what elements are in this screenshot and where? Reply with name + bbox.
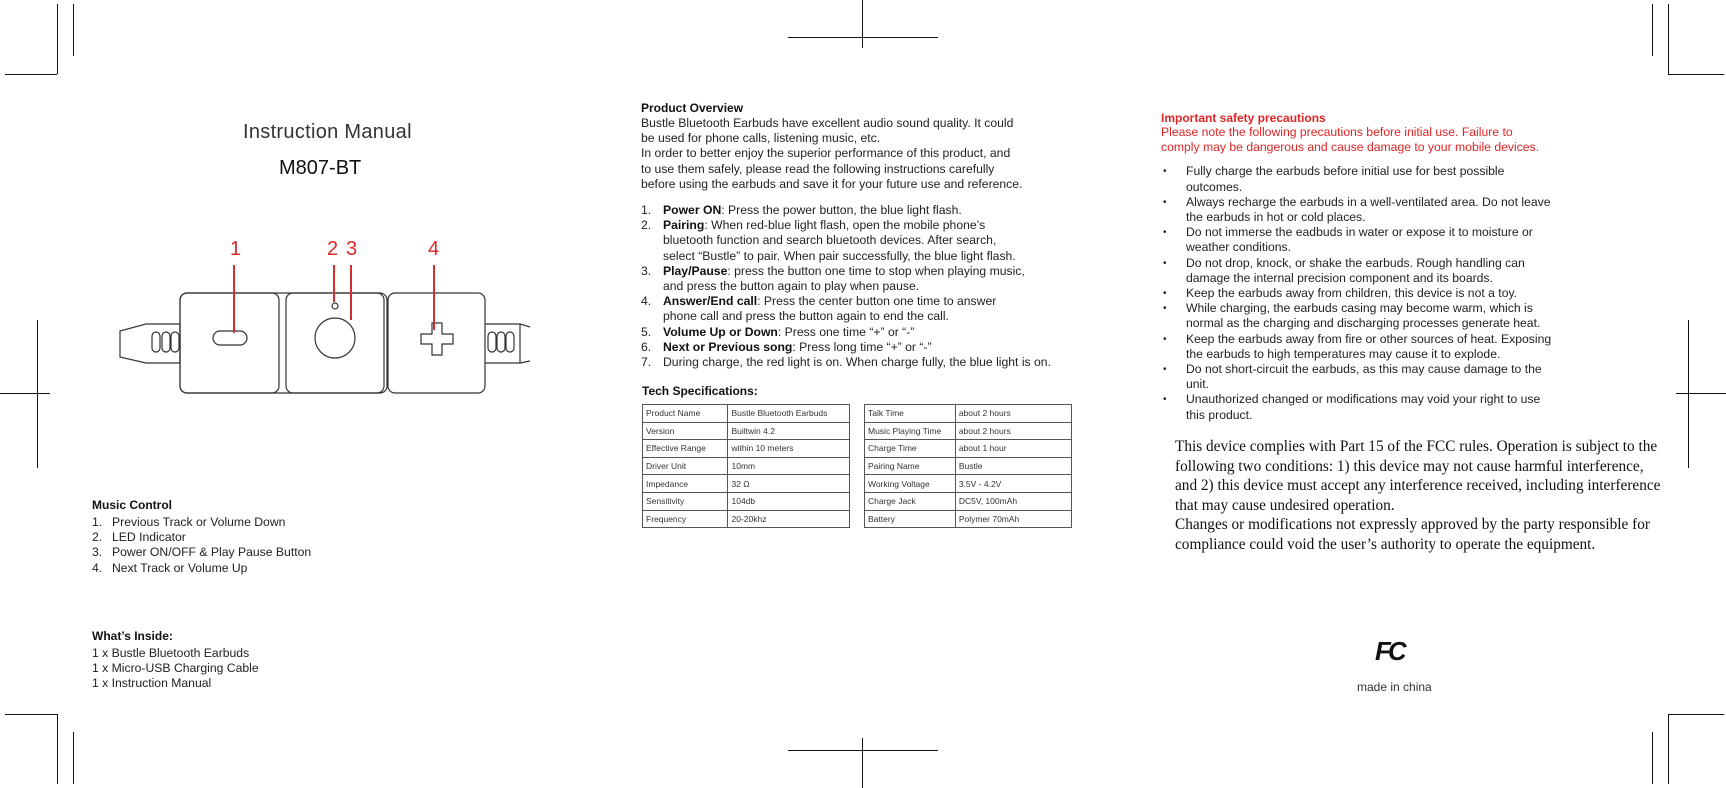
table-row: Pairing Name Bustle: [865, 457, 1072, 475]
manual-title: Instruction Manual: [243, 121, 412, 143]
list-item: 4. Next Track or Volume Up: [92, 560, 248, 575]
table-row: Battery Polymer 70mAh: [865, 510, 1072, 528]
power-button-housing: [286, 293, 384, 393]
table-row: Charge Jack DC5V, 100mAh: [865, 492, 1072, 510]
table-row: Music Playing Time about 2 hours: [865, 422, 1072, 440]
fcc-logo-icon: FC: [1375, 636, 1404, 666]
list-item: 3. Power ON/OFF & Play Pause Button: [92, 545, 312, 560]
safety-section: [1161, 111, 1621, 423]
list-item: 1. Power ON: Press the power button, the blue light flash.: [641, 203, 962, 218]
table-row: Product Name Bustle Bluetooth Earbuds: [643, 405, 850, 423]
made-in-label: made in china: [1357, 680, 1432, 694]
list-item: • Keep the earbuds away from children, this device is not a toy.: [1161, 286, 1621, 301]
fcc-line: following two conditions: 1) this device may not cause harmful interference,: [1175, 457, 1644, 475]
list-item: 2. LED Indicator: [92, 530, 186, 545]
list-item: • While charging, the earbuds casing may become warm, which is normal as the charging and discharging processes generate heat.: [1161, 301, 1621, 331]
safety-intro-line: comply may be dangerous and cause damage to your mobile devices.: [1161, 140, 1540, 155]
product-overview-heading: Product Overview: [641, 101, 744, 115]
callout-3: 3: [346, 238, 358, 260]
list-item: 1 x Bustle Bluetooth Earbuds: [92, 646, 250, 660]
table-row: Driver Unit 10mm: [643, 457, 850, 475]
right-cable-strain: [485, 324, 520, 363]
table-row: Charge Time about 1 hour: [865, 440, 1072, 458]
callout-2: 2: [327, 238, 339, 260]
list-item: 5. Volume Up or Down: Press one time “+” or “-”: [641, 324, 915, 339]
fcc-line: that may cause undesired operation.: [1175, 496, 1395, 514]
model-number: M807-BT: [279, 157, 362, 179]
table-row: Frequency 20-20khz: [643, 510, 850, 528]
plus-button: [421, 323, 453, 355]
overview-line: Bustle Bluetooth Earbuds have excellent audio sound quality. It could: [641, 116, 1014, 130]
tech-specs-heading: Tech Specifications:: [642, 384, 758, 398]
minus-button: [213, 331, 247, 345]
music-control-list: [92, 515, 422, 576]
list-item: • Unauthorized changed or modifications may void your right to use this product.: [1161, 392, 1621, 422]
fcc-statement: [1175, 437, 1695, 555]
callout-4: 4: [428, 238, 440, 260]
fcc-line: Changes or modifications not expressly approved by the party responsible for: [1175, 516, 1650, 534]
callout-1: 1: [230, 238, 242, 260]
list-item: 2. Pairing: When red-blue light flash, open the mobile phone’s bluetooth function and search bluetooth devices. After search, select “Bustle” to pair. When pair successfully, the blue light flash.: [641, 218, 1016, 263]
product-overview-section: [641, 101, 1111, 370]
safety-intro-line: Please note the following precautions before initial use. Failure to: [1161, 125, 1513, 139]
led-indicator: [332, 303, 338, 309]
list-item: • Do not drop, knock, or shake the earbuds. Rough handling can damage the internal precision component and its boards.: [1161, 256, 1621, 286]
table-row: Talk Time about 2 hours: [865, 405, 1072, 423]
list-item: • Keep the earbuds away from fire or other sources of heat. Exposing the earbuds to high temperatures may cause it to explode.: [1161, 332, 1621, 362]
spec-table-right: [864, 404, 1072, 528]
list-item: 3. Play/Pause: press the button one time to stop when playing music, and press the button again to play when pause.: [641, 263, 1025, 294]
list-item: • Always recharge the earbuds in a well-ventilated area. Do not leave the earbuds in hot or cold places.: [1161, 195, 1621, 225]
list-item: 1 x Instruction Manual: [92, 676, 212, 691]
list-item: 4. Answer/End call: Press the center button one time to answer phone call and press the button again to end the call.: [641, 294, 997, 324]
list-item: 7. During charge, the red light is on. When charge fully, the blue light is on.: [641, 355, 1051, 370]
volume-up-button-housing: [388, 293, 485, 393]
whats-inside-heading: What’s Inside:: [92, 629, 173, 643]
list-item: • Do not immerse the eadbuds in water or expose it to moisture or weather conditions.: [1161, 225, 1621, 255]
earbuds-diagram: [110, 235, 530, 400]
list-item: • Do not short-circuit the earbuds, as this may cause damage to the unit.: [1161, 362, 1621, 392]
fcc-line: This device complies with Part 15 of the FCC rules. Operation is subject to the: [1175, 438, 1658, 455]
table-row: Effective Range within 10 meters: [643, 440, 850, 458]
overview-line: In order to better enjoy the superior performance of this product, and: [641, 146, 1011, 161]
list-item: • Fully charge the earbuds before initial use for best possible outcomes.: [1161, 164, 1621, 194]
spec-table-left: [642, 404, 850, 528]
list-item: 1 x Micro-USB Charging Cable: [92, 661, 259, 676]
fcc-line: and 2) this device must accept any interference received, including interference: [1175, 477, 1661, 495]
safety-list: [1161, 164, 1621, 422]
fcc-line: compliance could void the user’s authority to operate the equipment.: [1175, 535, 1596, 553]
list-item: 6. Next or Previous song: Press long time “+” or “-”: [641, 339, 932, 354]
table-row: Working Voltage 3.5V - 4.2V: [865, 475, 1072, 493]
overview-line: to use them safely, please read the following instructions carefully: [641, 161, 995, 176]
power-button: [315, 318, 355, 358]
volume-down-button-housing: [180, 293, 279, 393]
music-control-section: [92, 498, 422, 576]
table-row: Version Builtwin 4.2: [643, 422, 850, 440]
overview-line: be used for phone calls, listening music, etc.: [641, 131, 881, 146]
safety-heading: Important safety precautions: [1161, 111, 1326, 125]
table-row: Sensitivity 104db: [643, 492, 850, 510]
table-row: Impedance 32 Ω: [643, 475, 850, 493]
music-control-heading: Music Control: [92, 498, 172, 512]
usage-steps: [641, 203, 1111, 370]
whats-inside-section: [92, 629, 422, 692]
overview-line: before using the earbuds and save it for your future use and reference.: [641, 176, 1023, 191]
list-item: 1. Previous Track or Volume Down: [92, 515, 286, 529]
